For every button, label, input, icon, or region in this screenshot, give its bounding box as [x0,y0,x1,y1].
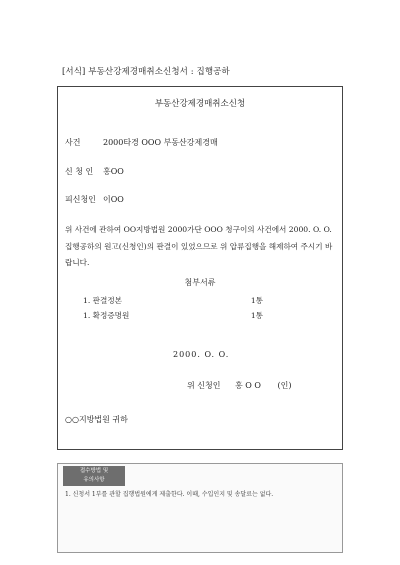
notes-badge-line: 접수방법 및 [79,468,109,474]
body-line: 집행공하의 원고(신청인)의 판결이 있었으므로 위 압류집행을 해제하여 주시기 바 [65,241,333,251]
signature-line [187,380,291,391]
signature-seal: (인) [277,381,292,390]
form-header: [서식] 부동산강제경매취소신청서 : 집행공하 [62,67,230,77]
applicant-value: 홍OO [103,167,124,176]
note-item: 1. 신청서 1부를 관할 집행법원에게 제출한다. 이때, 수입인지 및 송달료는 없다. [65,491,274,498]
body-line: 랍니다. [65,258,90,267]
document-title: 부동산강제경매취소신청 [154,99,246,109]
applicant-label: 신 청 인 [65,167,94,176]
signature-prefix: 위 신청인 [187,381,221,390]
filing-date: 2000. O. O. [173,350,230,359]
notes-box [57,463,343,553]
attachment-item [83,310,263,321]
case-label: 사건 [65,138,81,147]
attachment-qty: 1통 [250,296,263,305]
notes-badge-line: 유의사항 [83,477,105,483]
attachments-title: 첨부서류 [184,278,216,287]
court-addressee: ○○지방법원 귀하 [65,415,128,424]
attachment-name: 1. 판결정본 [83,296,123,305]
attachment-qty: 1통 [250,311,263,320]
respondent-value: 이OO [103,195,124,204]
body-line: 위 사건에 관하여 OO지방법원 2000가단 OOO 청구이의 사건에서 2000. O. O. [65,225,332,234]
attachment-name: 1. 확정증명원 [83,311,130,320]
request-body [65,222,337,272]
notes-badge [63,466,125,486]
respondent-label: 피신청인 [65,195,96,204]
attachment-item [83,295,263,306]
signature-name: 홍 O O [235,381,261,390]
case-value: 2000타경 OOO 부동산강제경매 [103,138,218,147]
